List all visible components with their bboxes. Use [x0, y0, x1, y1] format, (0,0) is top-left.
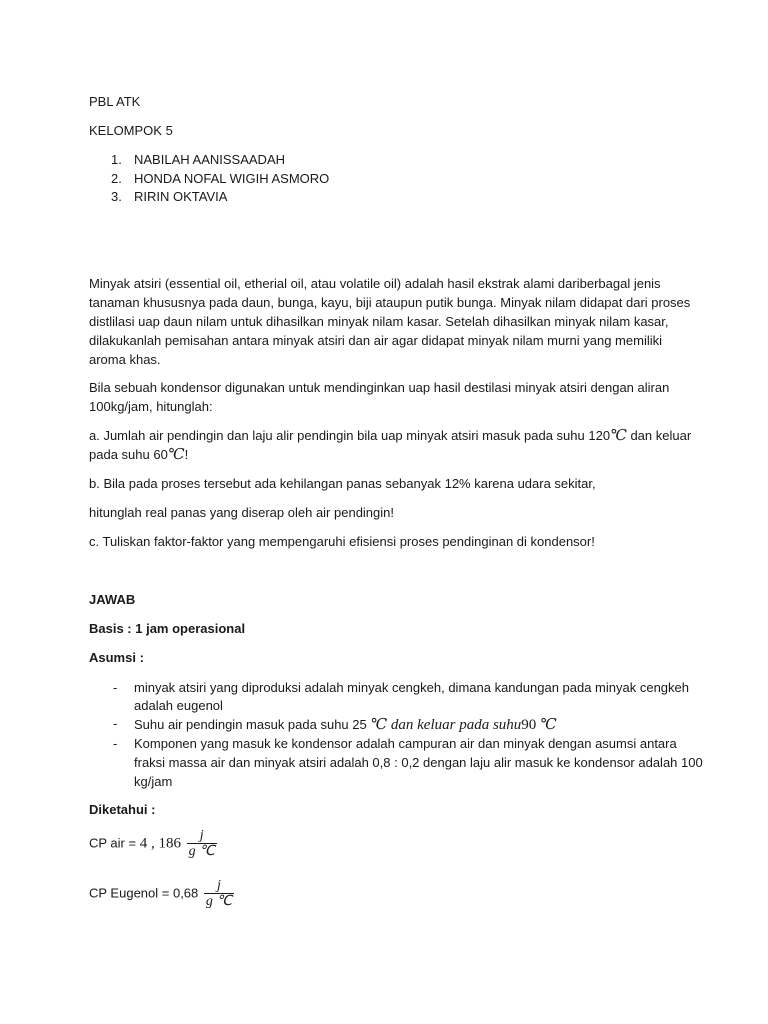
- math-expression: ℃ dan keluar pada suhu: [370, 717, 522, 733]
- cp-eugenol-label: CP Eugenol = 0,68: [89, 885, 202, 901]
- assumption-label: Asumsi :: [89, 650, 144, 665]
- question-a: [89, 426, 691, 445]
- text-line: Minyak atsiri (essential oil, etherial oil, atau volatile oil) adalah hasil ekstrak alami dariberbagal jenis: [89, 276, 661, 291]
- member-number: 3.: [111, 189, 122, 204]
- list-item-text: adalah eugenol: [134, 698, 223, 713]
- group-label: KELOMPOK 5: [89, 123, 173, 138]
- question-a-cont: [89, 445, 188, 464]
- question-b-cont: hitunglah real panas yang diserap oleh air pendingin!: [89, 505, 394, 520]
- unit-fraction: [204, 878, 234, 910]
- list-item-text: fraksi massa air dan minyak atsiri adalah 0,8 : 0,2 dengan laju alir masuk ke kondensor adalah 100: [134, 755, 703, 770]
- cp-air-formula: [89, 828, 217, 860]
- fraction-numerator: j: [217, 878, 221, 893]
- fraction-numerator: j: [199, 828, 204, 843]
- question-a-text: dan keluar: [626, 428, 692, 443]
- fraction-denominator: g ℃: [205, 894, 233, 909]
- celsius-symbol: ℃: [539, 717, 557, 733]
- list-dash: -: [113, 716, 118, 731]
- list-dash: -: [113, 680, 118, 695]
- question-a-text: a. Jumlah air pendingin dan laju alir pendingin bila uap minyak atsiri masuk pada suhu 120: [89, 428, 611, 443]
- list-item-text: kg/jam: [134, 774, 173, 789]
- question-b: b. Bila pada proses tersebut ada kehilangan panas sebanyak 12% karena udara sekitar,: [89, 476, 596, 491]
- member-name: NABILAH AANISSAADAH: [134, 152, 285, 167]
- text-line: 100kg/jam, hitunglah:: [89, 399, 213, 414]
- member-number: 1.: [111, 152, 122, 167]
- math-number: 90: [521, 717, 537, 733]
- known-label: Diketahui :: [89, 802, 156, 817]
- list-item-text: minyak atsiri yang diproduksi adalah minyak cengkeh, dimana kandungan pada minyak cengkeh: [134, 680, 690, 695]
- member-name: RIRIN OKTAVIA: [134, 189, 228, 204]
- list-dash: -: [113, 736, 118, 751]
- unit-fraction: [187, 828, 217, 860]
- text-line: aroma khas.: [89, 352, 161, 367]
- text-line: dilakukanlah pemisahan antara minyak atsiri dan air agar didapat minyak nilam murni yang memiliki: [89, 333, 662, 348]
- text-line: tanaman khususnya pada daun, bunga, kayu, biji ataupun putik bunga. Minyak nilam didapat dari proses: [89, 295, 691, 310]
- member-name: HONDA NOFAL WIGIH ASMORO: [134, 171, 330, 186]
- text-line: distlilasi uap daun nilam untuk dihasilkan minyak nilam kasar. Setelah dihasilkan minyak nilam kasar,: [89, 314, 669, 329]
- fraction-denominator: g ℃: [188, 844, 215, 859]
- text-line: Bila sebuah kondensor digunakan untuk mendinginkan uap hasil destilasi minyak atsiri dengan aliran: [89, 380, 670, 395]
- list-item-text: Komponen yang masuk ke kondensor adalah campuran air dan minyak dengan asumsi antara: [134, 736, 677, 751]
- question-a-text: !: [184, 447, 189, 462]
- list-item-text: [134, 715, 557, 734]
- question-c: c. Tuliskan faktor-faktor yang mempengaruhi efisiensi proses pendinginan di kondensor!: [89, 534, 595, 549]
- cp-air-value: 4 , 186: [139, 835, 181, 852]
- document-title: PBL ATK: [89, 94, 141, 109]
- cp-eugenol-formula: [89, 878, 234, 910]
- celsius-symbol: ℃: [167, 447, 185, 463]
- question-a-text: pada suhu 60: [89, 447, 168, 462]
- answer-heading: JAWAB: [89, 592, 136, 607]
- list-item-text: Suhu air pendingin masuk pada suhu 25: [134, 717, 371, 732]
- basis-line: Basis : 1 jam operasional: [89, 621, 246, 636]
- member-number: 2.: [111, 171, 122, 186]
- cp-air-label: CP air =: [89, 835, 140, 851]
- celsius-symbol: ℃: [610, 428, 627, 444]
